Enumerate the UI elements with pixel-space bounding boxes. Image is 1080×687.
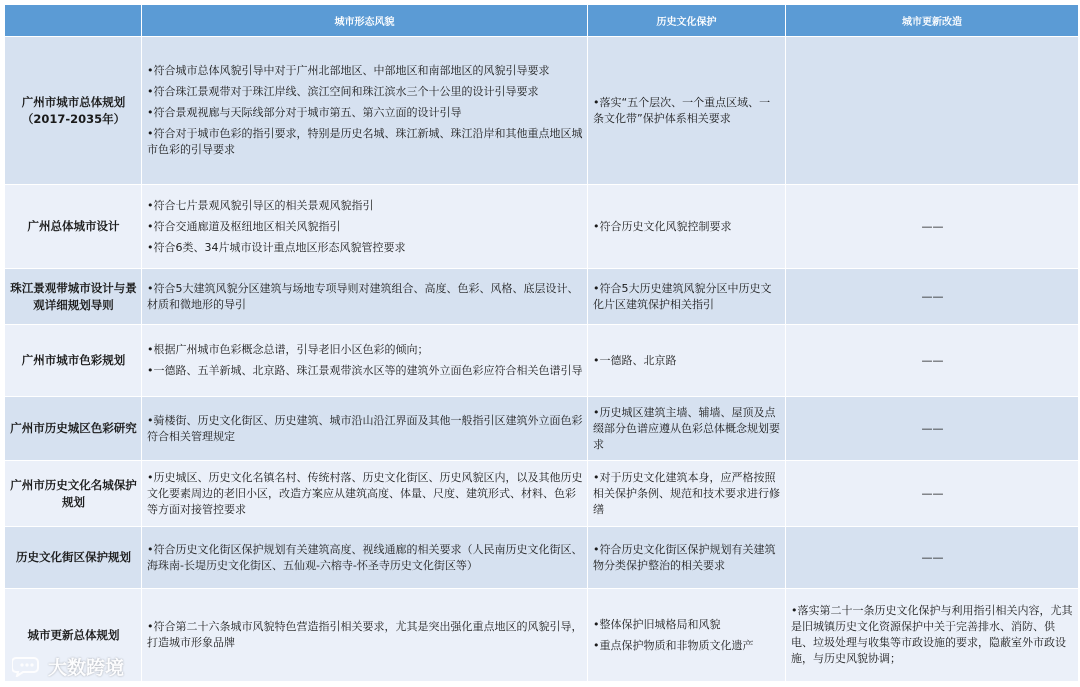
- table-row: [5, 527, 1079, 589]
- heritage-item: •落实“五个层次、一个重点区域、一条文化带”保护体系相关要求: [593, 95, 771, 125]
- cell-plan-name: 广州市城市总体规划（2017-2035年）: [5, 37, 142, 185]
- heritage-item: •整体保护旧城格局和风貌: [593, 617, 721, 631]
- cell-renewal: ——: [786, 325, 1079, 397]
- heritage-item: •符合历史文化街区保护规划有关建筑物分类保护整治的相关要求: [593, 542, 776, 572]
- planning-requirements-table: [4, 4, 1079, 682]
- table-row: [5, 589, 1079, 682]
- cell-heritage: [588, 269, 786, 325]
- form-item: •符合第二十六条城市风貌特色营造指引相关要求，尤其是突出强化重点地区的风貌引导，打造城市形象品牌: [147, 620, 583, 649]
- cell-form: [142, 527, 588, 589]
- cell-plan-name: 广州市历史城区色彩研究: [5, 397, 142, 461]
- header-heritage: 历史文化保护: [588, 5, 786, 37]
- cell-plan-name: 历史文化街区保护规划: [5, 527, 142, 589]
- heritage-item: •符合历史文化风貌控制要求: [593, 219, 732, 233]
- table-body: [5, 37, 1079, 682]
- cell-renewal: [786, 37, 1079, 185]
- renewal-item: •落实第二十一条历史文化保护与利用指引相关内容，尤其是旧城镇历史文化资源保护中关于完善排水、消防、供电、垃圾处理与收集等市政设施的要求，隐蔽室外市政设施，与历史风貌协调；: [791, 604, 1073, 665]
- cell-plan-name: 广州市城市色彩规划: [5, 325, 142, 397]
- heritage-item: •重点保护物质和非物质文化遗产: [593, 638, 754, 652]
- cell-plan-name: 广州总体城市设计: [5, 185, 142, 269]
- table-row: [5, 461, 1079, 527]
- cell-heritage: [588, 589, 786, 682]
- cell-renewal: ——: [786, 461, 1079, 527]
- watermark-text: 大数跨境: [48, 656, 125, 679]
- form-item: •符合对于城市色彩的指引要求，特别是历史名城、珠江新城、珠江沿岸和其他重点地区城市色彩的引导要求: [147, 127, 583, 156]
- cell-form: [142, 461, 588, 527]
- form-item: •符合城市总体风貌引导中对于广州北部地区、中部地区和南部地区的风貌引导要求: [147, 64, 550, 77]
- cell-heritage: [588, 37, 786, 185]
- table-row: [5, 269, 1079, 325]
- form-item: •符合交通廊道及枢纽地区相关风貌指引: [147, 219, 341, 233]
- cell-renewal: ——: [786, 185, 1079, 269]
- header-urban-form: 城市形态风貌: [142, 5, 588, 37]
- header-row: [5, 5, 1079, 37]
- table-row: [5, 185, 1079, 269]
- cell-renewal: ——: [786, 397, 1079, 461]
- watermark: [12, 653, 124, 679]
- heritage-item: •一德路、北京路: [593, 353, 677, 367]
- cell-heritage: [588, 527, 786, 589]
- cell-form: [142, 397, 588, 461]
- heritage-item: •历史城区建筑主墙、辅墙、屋顶及点缀部分色谱应遵从色彩总体概念规划要求: [593, 405, 780, 451]
- form-item: •符合七片景观风貌引导区的相关景观风貌指引: [147, 198, 374, 212]
- form-item: •符合历史文化街区保护规划有关建筑高度、视线通廊的相关要求（人民南历史文化街区、海珠南-长堤历史文化街区、五仙观-六榕寺-怀圣寺历史文化街区等）: [147, 542, 583, 572]
- chat-bubble-logo-icon: [12, 655, 42, 677]
- form-item: •一德路、五羊新城、北京路、珠江景观带滨水区等的建筑外立面色彩应符合相关色谱引导: [147, 364, 583, 377]
- cell-renewal: ——: [786, 527, 1079, 589]
- cell-form: [142, 37, 588, 185]
- header-renewal: 城市更新改造: [786, 5, 1079, 37]
- cell-renewal: [786, 589, 1079, 682]
- cell-heritage: [588, 185, 786, 269]
- cell-heritage: [588, 397, 786, 461]
- cell-plan-name: 珠江景观带城市设计与景观详细规划导则: [5, 269, 142, 325]
- form-item: •符合5大建筑风貌分区建筑与场地专项导则对建筑组合、高度、色彩、风格、底层设计、材质和微地形的导引: [147, 281, 579, 311]
- form-item: •根据广州城市色彩概念总谱，引导老旧小区色彩的倾向；: [147, 343, 429, 356]
- cell-plan-name: 广州市历史文化名城保护规划: [5, 461, 142, 527]
- cell-renewal: ——: [786, 269, 1079, 325]
- cell-plan-name: 城市更新总体规划: [5, 589, 142, 682]
- table-row: [5, 325, 1079, 397]
- form-item: •符合珠江景观带对于珠江岸线、滨江空间和珠江滨水三个十公里的设计引导要求: [147, 85, 539, 98]
- form-item: •符合6类、34片城市设计重点地区形态风貌管控要求: [147, 240, 406, 254]
- cell-form: [142, 325, 588, 397]
- table-row: [5, 37, 1079, 185]
- form-item: •历史城区、历史文化名镇名村、传统村落、历史文化街区、历史风貌区内，以及其他历史文化要素周边的老旧小区，改造方案应从建筑高度、体量、尺度、建筑形式、材料、色彩等方面对接管控要求: [147, 470, 583, 516]
- cell-form: [142, 269, 588, 325]
- cell-heritage: [588, 461, 786, 527]
- table-row: [5, 397, 1079, 461]
- cell-form: [142, 589, 588, 682]
- header-plan: [5, 5, 142, 37]
- form-item: •符合景观视廊与天际线部分对于城市第五、第六立面的设计引导: [147, 106, 462, 119]
- heritage-item: •对于历史文化建筑本身，应严格按照相关保护条例、规范和技术要求进行修缮: [593, 470, 780, 516]
- cell-heritage: [588, 325, 786, 397]
- heritage-item: •符合5大历史建筑风貌分区中历史文化片区建筑保护相关指引: [593, 281, 772, 311]
- cell-form: [142, 185, 588, 269]
- form-item: •骑楼街、历史文化街区、历史建筑、城市沿山沿江界面及其他一般指引区建筑外立面色彩符合相关管理规定: [147, 413, 583, 443]
